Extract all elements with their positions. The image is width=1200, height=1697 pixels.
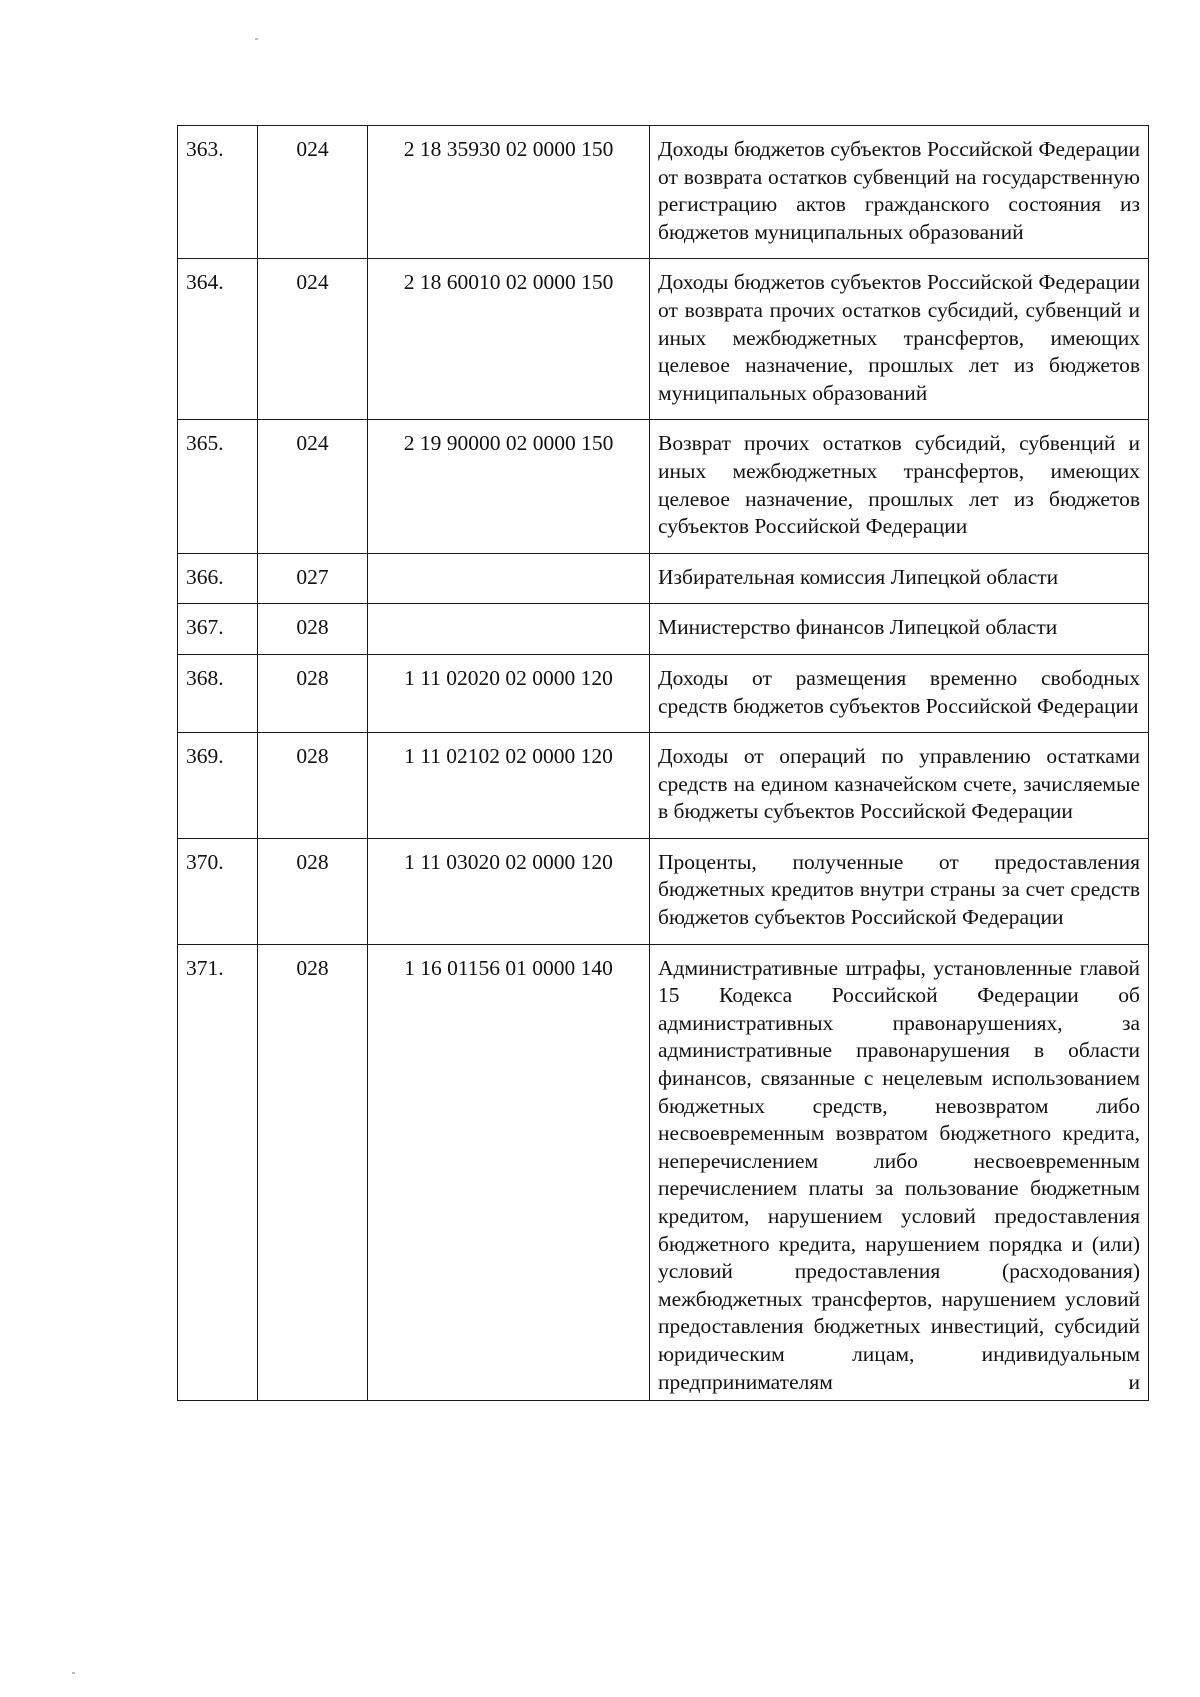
row-number: 368. (178, 654, 258, 732)
budget-classification-code (368, 553, 650, 604)
administrator-code: 024 (258, 259, 368, 420)
administrator-code: 024 (258, 126, 368, 259)
administrator-code: 028 (258, 838, 368, 944)
revenue-codes-table (177, 125, 1149, 1401)
table-row (178, 733, 1149, 839)
budget-classification-code: 2 18 60010 02 0000 150 (368, 259, 650, 420)
budget-classification-code: 1 11 02020 02 0000 120 (368, 654, 650, 732)
revenue-description: Избирательная комиссия Липецкой области (650, 553, 1149, 604)
administrator-code: 028 (258, 654, 368, 732)
table-row (178, 420, 1149, 553)
budget-classification-code: 1 11 02102 02 0000 120 (368, 733, 650, 839)
row-number: 369. (178, 733, 258, 839)
row-number: 371. (178, 944, 258, 1401)
budget-classification-code: 1 11 03020 02 0000 120 (368, 838, 650, 944)
table-row (178, 604, 1149, 655)
revenue-description: Административные штрафы, установленные главой 15 Кодекса Российской Федерации об административных правонарушениях, за административные правонарушения в области финансов, связанные с нецелевым использованием бюджетных средств, невозвратом либо несвоевременным возвратом бюджетного кредита, неперечислением либо несвоевременным перечислением платы за пользование бюджетным кредитом, нарушением условий предоставления бюджетного кредита, нарушением порядка и (или) условий предоставления (расходования) межбюджетных трансфертов, нарушением условий предоставления бюджетных инвестиций, субсидий юридическим лицам, индивидуальным предпринимателям и (650, 944, 1149, 1401)
scan-speck (72, 1672, 75, 1674)
budget-classification-code: 2 19 90000 02 0000 150 (368, 420, 650, 553)
administrator-code: 024 (258, 420, 368, 553)
table-row (178, 654, 1149, 732)
table-row (178, 838, 1149, 944)
budget-classification-code (368, 604, 650, 655)
administrator-code: 028 (258, 944, 368, 1401)
administrator-code: 028 (258, 733, 368, 839)
row-number: 366. (178, 553, 258, 604)
revenue-description: Доходы от размещения временно свободных средств бюджетов субъектов Российской Федерации (650, 654, 1149, 732)
row-number: 363. (178, 126, 258, 259)
revenue-description: Возврат прочих остатков субсидий, субвенций и иных межбюджетных трансфертов, имеющих целевое назначение, прошлых лет из бюджетов субъектов Российской Федерации (650, 420, 1149, 553)
revenue-description: Доходы бюджетов субъектов Российской Федерации от возврата прочих остатков субсидий, субвенций и иных межбюджетных трансфертов, имеющих целевое назначение, прошлых лет из бюджетов муниципальных образований (650, 259, 1149, 420)
table-row (178, 553, 1149, 604)
table-row (178, 126, 1149, 259)
revenue-description: Министерство финансов Липецкой области (650, 604, 1149, 655)
row-number: 370. (178, 838, 258, 944)
table-row (178, 259, 1149, 420)
budget-classification-code: 2 18 35930 02 0000 150 (368, 126, 650, 259)
row-number: 367. (178, 604, 258, 655)
table-row (178, 944, 1149, 1401)
revenue-description: Доходы от операций по управлению остатками средств на едином казначейском счете, зачисляемые в бюджеты субъектов Российской Федерации (650, 733, 1149, 839)
row-number: 365. (178, 420, 258, 553)
revenue-description: Доходы бюджетов субъектов Российской Федерации от возврата остатков субвенций на государственную регистрацию актов гражданского состояния из бюджетов муниципальных образований (650, 126, 1149, 259)
budget-classification-code: 1 16 01156 01 0000 140 (368, 944, 650, 1401)
scan-speck (255, 38, 258, 40)
row-number: 364. (178, 259, 258, 420)
revenue-description: Проценты, полученные от предоставления бюджетных кредитов внутри страны за счет средств бюджетов субъектов Российской Федерации (650, 838, 1149, 944)
administrator-code: 028 (258, 604, 368, 655)
administrator-code: 027 (258, 553, 368, 604)
